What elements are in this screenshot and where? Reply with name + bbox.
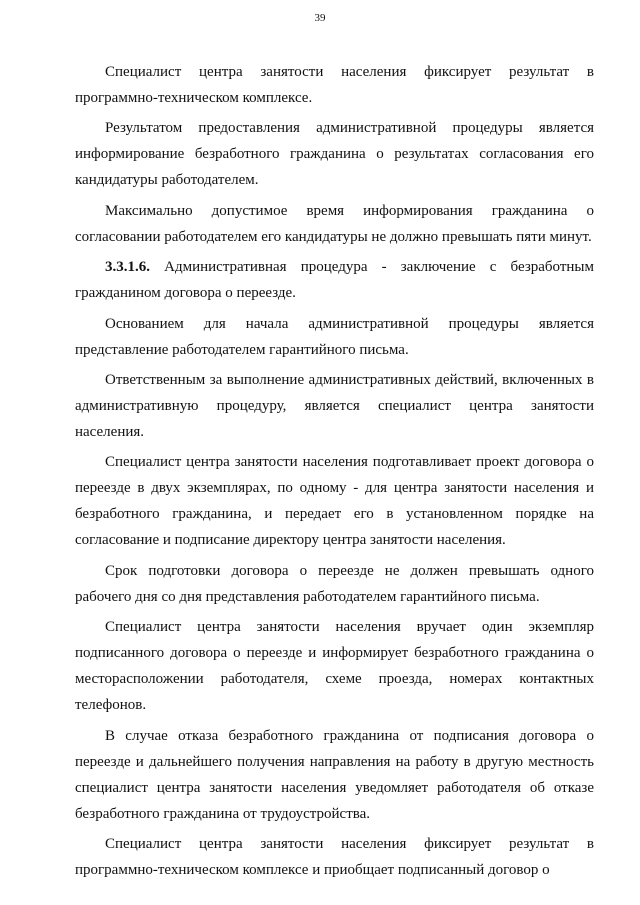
section-number: 3.3.1.6. [105,259,150,276]
paragraph: В случае отказа безработного гражданина от подписания договора о переезде и дальнейшего получения направления на работу в другую местность специалист центра занятости населения уведомляет работодателя об отказе безработного гражданина от трудоустройства. [75,727,594,822]
document-body [75,59,594,883]
paragraph: Основанием для начала административной процедуры является представление работодателем гарантийного письма. [75,315,594,358]
paragraph: Специалист центра занятости населения подготавливает проект договора о переезде в двух экземплярах, по одному - для центра занятости населения и безработного гражданина, и передает его в установленном порядке на согласование и подписание директору центра занятости населения. [75,454,594,549]
section-paragraph [75,254,594,306]
paragraph: Специалист центра занятости населения вручает один экземпляр подписанного договора о переезде и информирует безработного гражданина о месторасположении работодателя, схеме проезда, номерах контактных телефонов. [75,619,594,714]
paragraph: Специалист центра занятости населения фиксирует результат в программно-техническом комплексе. [75,64,594,106]
paragraph: Максимально допустимое время информирования гражданина о согласовании работодателем его кандидатуры не должно превышать пяти минут. [75,202,594,245]
paragraph: Срок подготовки договора о переезде не должен превышать одного рабочего дня со дня представления работодателем гарантийного письма. [75,562,594,605]
page-number: 39 [314,12,326,24]
paragraph: Ответственным за выполнение административных действий, включенных в административную процедуру, является специалист центра занятости населения. [75,371,594,440]
paragraph: Специалист центра занятости населения фиксирует результат в программно-техническом комплексе и приобщает подписанный договор о [75,835,594,878]
section-heading-text: Административная процедура - заключение с безработным гражданином договора о переезде. [75,259,594,302]
paragraph: Результатом предоставления административной процедуры является информирование безработного гражданина о результатах согласования его кандидатуры работодателем. [75,120,594,189]
